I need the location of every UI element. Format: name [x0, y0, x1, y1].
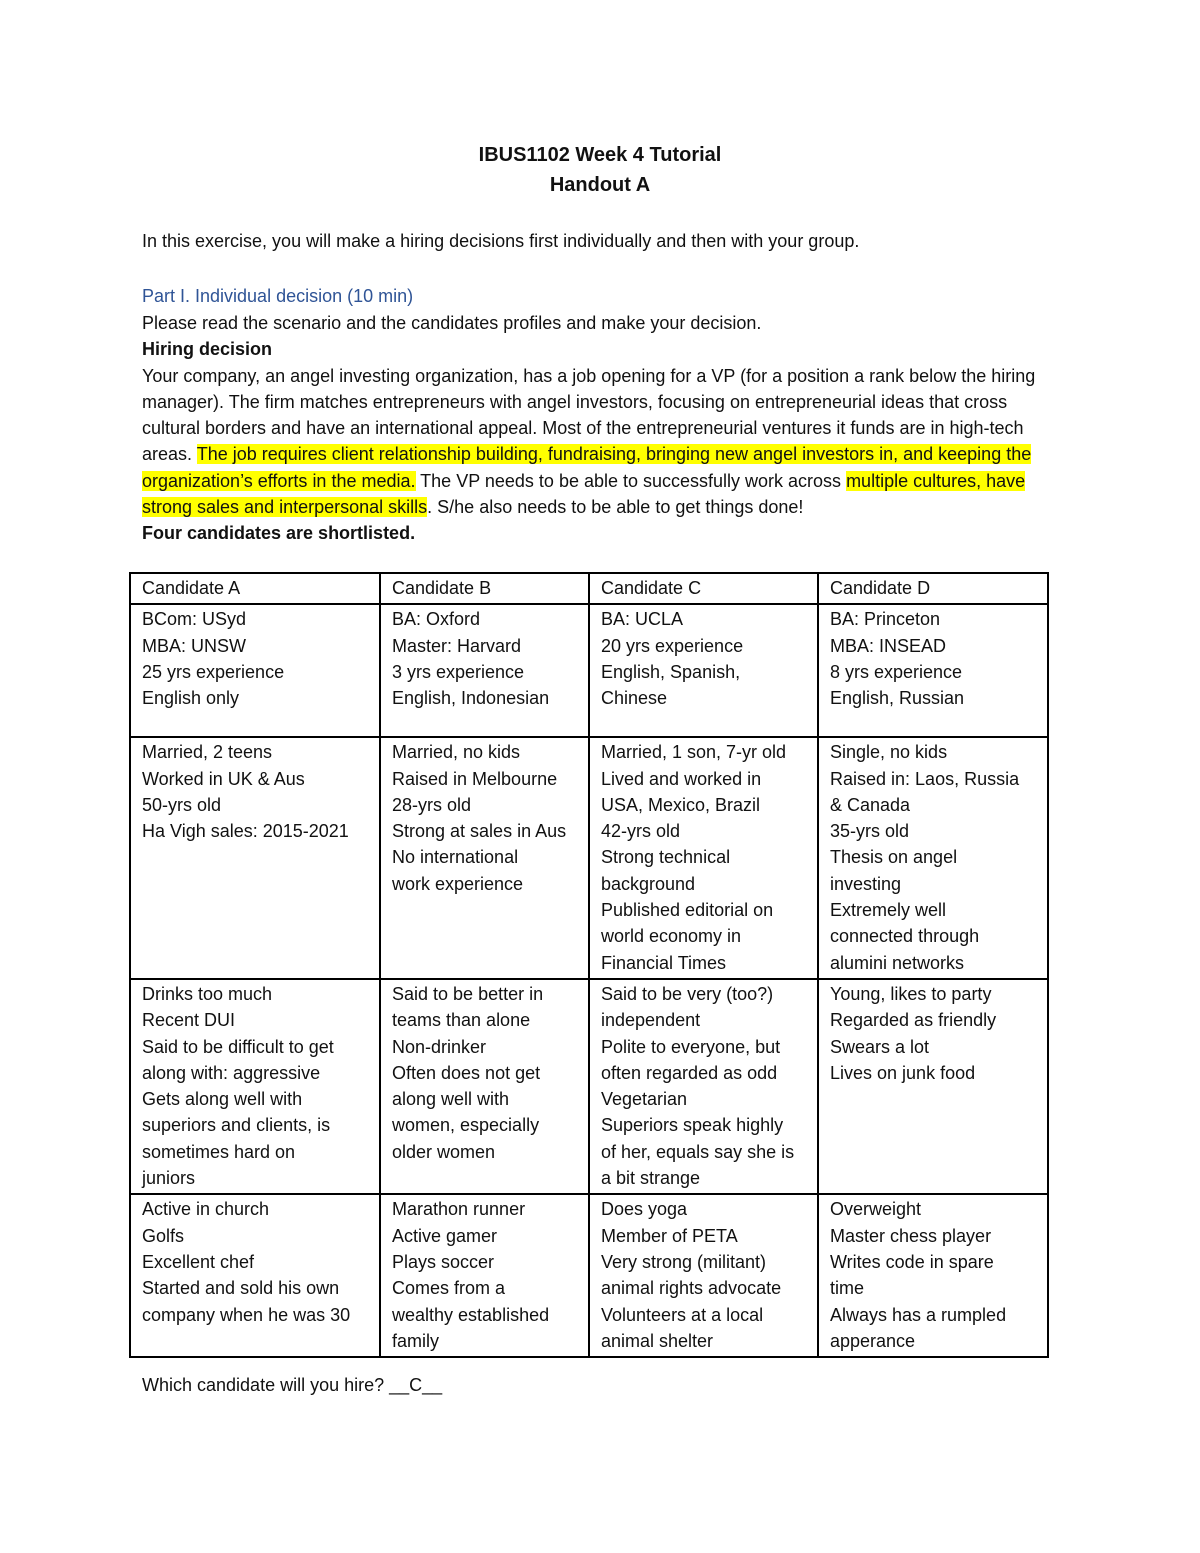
table-cell — [130, 1194, 380, 1357]
cell-line: Married, 2 teens — [142, 742, 273, 763]
cell-line: Said to be difficult to get — [142, 1036, 334, 1057]
cell-line: teams than alone — [392, 1010, 531, 1031]
cell-line: 35-yrs old — [830, 821, 910, 842]
title-course-week: IBUS1102 Week 4 Tutorial — [478, 144, 722, 166]
cell-line: 8 yrs experience — [830, 661, 963, 682]
table-cell — [380, 1194, 589, 1357]
shortlist-heading: Four candidates are shortlisted. — [142, 523, 416, 544]
title-handout: Handout A — [549, 174, 651, 196]
cell-line: independent — [601, 1010, 701, 1031]
document-title — [0, 140, 1200, 200]
cell-line: BA: Oxford — [392, 609, 481, 630]
cell-line: Married, 1 son, 7-yr old — [601, 742, 787, 763]
cell-line: Active in church — [142, 1199, 270, 1220]
header-candidate-a: Candidate A — [130, 573, 380, 604]
cell-line: Thesis on angel — [830, 847, 958, 868]
cell-line: Does yoga — [601, 1199, 688, 1220]
cell-line: Volunteers at a local — [601, 1304, 764, 1325]
cell-line: Very strong (militant) — [601, 1251, 767, 1272]
cell-line: Said to be very (too?) — [601, 983, 774, 1004]
cell-line: English, Spanish, — [601, 661, 741, 682]
table-cell — [380, 737, 589, 979]
cell-line: world economy in — [601, 926, 742, 947]
cell-line: Lives on junk food — [830, 1062, 976, 1083]
cell-line: background — [601, 873, 696, 894]
instruction-text: Please read the scenario and the candidates profiles and make your decision. — [142, 313, 762, 333]
table-cell — [818, 604, 1048, 737]
cell-line: Plays soccer — [392, 1251, 495, 1272]
cell-line: BA: UCLA — [601, 609, 684, 630]
cell-line: Lived and worked in — [601, 768, 762, 789]
cell-line: Writes code in spare — [830, 1251, 994, 1272]
cell-line: Comes from a — [392, 1278, 506, 1299]
cell-line: investing — [830, 873, 902, 894]
intro-text: In this exercise, you will make a hiring decisions first individually and then with your group. — [142, 231, 860, 251]
cell-line: BCom: USyd — [142, 609, 247, 630]
cell-line: alumini networks — [830, 952, 965, 973]
scenario-highlight-job-requirements: The job requires client relationship building, fundraising, bringing new angel investors in, and keeping the organization’s efforts in the media. — [142, 444, 1032, 491]
cell-line: Overweight — [830, 1199, 922, 1220]
header-candidate-d: Candidate D — [818, 573, 1048, 604]
table-cell — [589, 1194, 818, 1357]
cell-line: along well with — [392, 1089, 510, 1110]
scenario-highlight-skills: multiple cultures, have strong sales and interpersonal skills — [142, 470, 1026, 518]
cell-line: Marathon runner — [392, 1199, 526, 1220]
table-row-reputation — [130, 979, 1048, 1194]
cell-line: English, Russian — [830, 688, 965, 709]
cell-line: animal shelter — [601, 1330, 714, 1351]
table-cell — [589, 979, 818, 1194]
cell-line: along with: aggressive — [142, 1062, 321, 1083]
table-row-education — [130, 604, 1048, 737]
cell-line: Recent DUI — [142, 1010, 236, 1031]
cell-line: Non-drinker — [392, 1036, 487, 1057]
cell-line: Active gamer — [392, 1225, 498, 1246]
cell-line: Strong at sales in Aus — [392, 821, 567, 842]
cell-line: animal rights advocate — [601, 1278, 782, 1299]
cell-line: older women — [392, 1141, 496, 1162]
cell-line: 42-yrs old — [601, 821, 681, 842]
cell-line: Master chess player — [830, 1225, 992, 1246]
table-cell — [589, 604, 818, 737]
cell-line: superiors and clients, is — [142, 1115, 331, 1136]
scenario-text-1: Your company, an angel investing organization, has a job opening for a VP (for a position a rank below the hiring manager). The firm matches entrepreneurs with angel investors, focusing on entrepreneurial ideas that cross cultural borders and have an international appeal. Most of the entrepreneurial ventures it funds are in high-tech areas. — [142, 365, 1036, 465]
cell-line: often regarded as odd — [601, 1062, 778, 1083]
candidates-table — [129, 572, 1049, 1358]
cell-line: Master: Harvard — [392, 635, 522, 656]
cell-line: work experience — [392, 873, 524, 894]
cell-line: 3 yrs experience — [392, 661, 525, 682]
cell-line: Published editorial on — [601, 900, 774, 921]
table-cell — [380, 604, 589, 737]
cell-line: family — [392, 1330, 440, 1351]
cell-line: wealthy established — [392, 1304, 550, 1325]
cell-line: company when he was 30 — [142, 1304, 351, 1325]
cell-line: Swears a lot — [830, 1036, 930, 1057]
cell-line: Said to be better in — [392, 983, 544, 1004]
cell-line: Worked in UK & Aus — [142, 768, 305, 789]
cell-line: MBA: INSEAD — [830, 635, 947, 656]
cell-line: apperance — [830, 1330, 916, 1351]
cell-line: of her, equals say she is — [601, 1141, 795, 1162]
table-cell — [130, 604, 380, 737]
header-candidate-c: Candidate C — [589, 573, 818, 604]
table-cell — [380, 979, 589, 1194]
part-one-heading: Part I. Individual decision (10 min) — [142, 286, 414, 306]
cell-line: Financial Times — [601, 952, 727, 973]
cell-line: Raised in Melbourne — [392, 768, 558, 789]
cell-line: English, Indonesian — [392, 688, 550, 709]
cell-line: Excellent chef — [142, 1251, 255, 1272]
cell-line: Single, no kids — [830, 742, 948, 763]
cell-line: Vegetarian — [601, 1089, 688, 1110]
cell-line: 20 yrs experience — [601, 635, 744, 656]
cell-line: time — [830, 1278, 865, 1299]
table-row-background — [130, 737, 1048, 979]
table-cell — [130, 737, 380, 979]
cell-line: Young, likes to party — [830, 983, 992, 1004]
cell-line: Married, no kids — [392, 742, 521, 763]
cell-line: Superiors speak highly — [601, 1115, 784, 1136]
header-candidate-b: Candidate B — [380, 573, 589, 604]
cell-line: 50-yrs old — [142, 794, 222, 815]
scenario-text-2: The VP needs to be able to successfully work across — [415, 470, 847, 491]
cell-line: Ha Vigh sales: 2015-2021 — [142, 821, 349, 842]
cell-line: Started and sold his own — [142, 1278, 340, 1299]
table-cell — [818, 979, 1048, 1194]
cell-line: connected through — [830, 926, 980, 947]
part-one-body — [142, 310, 1047, 547]
table-row-personal — [130, 1194, 1048, 1357]
cell-line: 25 yrs experience — [142, 661, 285, 682]
cell-line: English only — [142, 688, 240, 709]
cell-line: BA: Princeton — [830, 609, 941, 630]
table-cell — [818, 1194, 1048, 1357]
cell-line: juniors — [142, 1168, 196, 1189]
cell-line: Extremely well — [830, 900, 947, 921]
scenario-text-3: . S/he also needs to be able to get things done! — [427, 497, 804, 518]
cell-line: MBA: UNSW — [142, 635, 247, 656]
cell-line: Member of PETA — [601, 1225, 738, 1246]
cell-line: Strong technical — [601, 847, 731, 868]
cell-line: Often does not get — [392, 1062, 541, 1083]
cell-line: No international — [392, 847, 519, 868]
cell-line: a bit strange — [601, 1168, 701, 1189]
hire-question: Which candidate will you hire? __C__ — [142, 1375, 443, 1395]
hiring-decision-heading: Hiring decision — [142, 339, 273, 360]
table-cell — [818, 737, 1048, 979]
cell-line: Polite to everyone, but — [601, 1036, 781, 1057]
cell-line: 28-yrs old — [392, 794, 472, 815]
cell-line: sometimes hard on — [142, 1141, 296, 1162]
cell-line: women, especially — [392, 1115, 540, 1136]
cell-line: Always has a rumpled — [830, 1304, 1007, 1325]
table-header-row — [130, 573, 1048, 604]
cell-line: Gets along well with — [142, 1089, 303, 1110]
scenario-paragraph — [142, 363, 1047, 521]
cell-line: Drinks too much — [142, 983, 273, 1004]
cell-line: Chinese — [601, 688, 668, 709]
cell-line: Raised in: Laos, Russia — [830, 768, 1020, 789]
cell-line: Golfs — [142, 1225, 185, 1246]
cell-line: Regarded as friendly — [830, 1010, 997, 1031]
cell-line: & Canada — [830, 794, 911, 815]
table-cell — [130, 979, 380, 1194]
table-cell — [589, 737, 818, 979]
cell-line: USA, Mexico, Brazil — [601, 794, 761, 815]
